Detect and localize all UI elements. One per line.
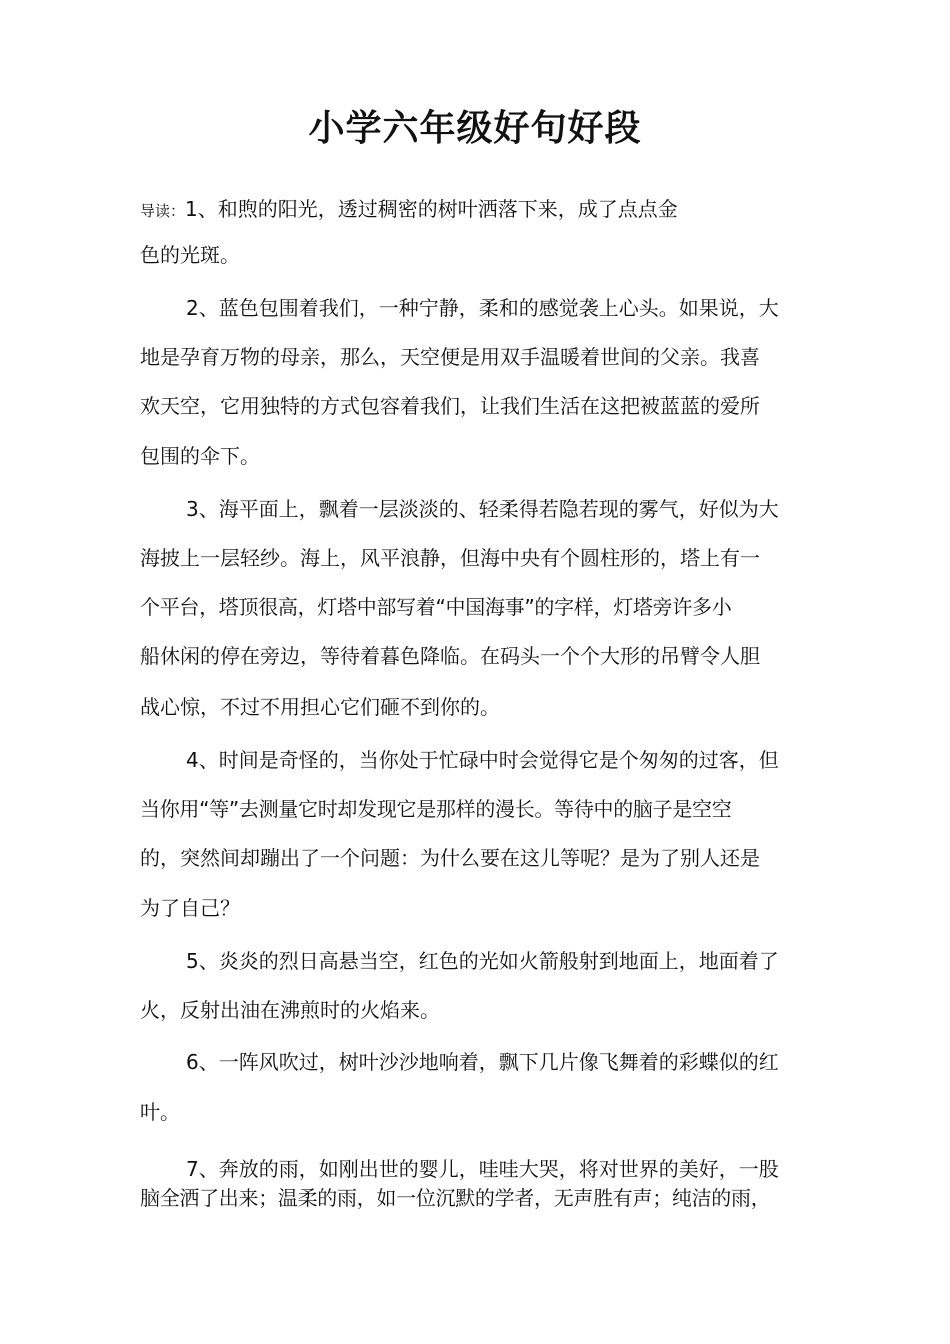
paragraph-line: 2、蓝色包围着我们，一种宁静，柔和的感觉袭上心头。如果说，大 [186, 296, 779, 320]
paragraph-line: 7、奔放的雨，如刚出世的婴儿，哇哇大哭，将对世界的美好，一股 [186, 1157, 779, 1181]
paragraph-line: 6、一阵风吹过，树叶沙沙地响着，飘下几片像飞舞着的彩蝶似的红 [186, 1050, 779, 1074]
paragraph-line: 个平台，塔顶很高，灯塔中部写着“中国海事”的字样，灯塔旁许多小 [140, 595, 732, 619]
paragraph-line: 3、海平面上，飘着一层淡淡的、轻柔得若隐若现的雾气，好似为大 [186, 497, 779, 521]
paragraph-line: 火，反射出油在沸煎时的火焰来。 [140, 998, 440, 1022]
intro-label: 导读： [140, 202, 186, 220]
paragraph-line: 海披上一层轻纱。海上，风平浪静，但海中央有个圆柱形的，塔上有一 [140, 546, 760, 570]
paragraph-line: 为了自己？ [140, 896, 240, 920]
paragraph-line: 4、时间是奇怪的，当你处于忙碌中时会觉得它是个匆匆的过客，但 [186, 748, 779, 772]
paragraph-line: 的，突然间却蹦出了一个问题：为什么要在这儿等呢？是为了别人还是 [140, 846, 760, 870]
paragraph-line: 战心惊，不过不用担心它们砸不到你的。 [140, 695, 500, 719]
paragraph-line: 脑全洒了出来；温柔的雨，如一位沉默的学者，无声胜有声；纯洁的雨， [140, 1186, 771, 1210]
paragraph-line: 欢天空，它用独特的方式包容着我们，让我们生活在这把被蓝蓝的爱所 [140, 394, 760, 418]
intro-line-1 [140, 194, 678, 226]
intro-text-1: 1、和煦的阳光，透过稠密的树叶洒落下来，成了点点金 [185, 197, 678, 221]
paragraph-line: 当你用“等”去测量它时却发现它是那样的漫长。等待中的脑子是空空 [140, 797, 732, 821]
paragraph-line: 包围的伞下。 [140, 444, 260, 468]
paragraph-line: 5、炎炎的烈日高悬当空，红色的光如火箭般射到地面上，地面着了 [186, 949, 779, 973]
paragraph-line: 叶。 [140, 1100, 180, 1124]
paragraph-line: 地是孕育万物的母亲，那么，天空便是用双手温暖着世间的父亲。我喜 [140, 345, 760, 369]
intro-line-2: 色的光斑。 [140, 243, 240, 267]
page-title: 小学六年级好句好段 [308, 108, 642, 149]
paragraph-line: 船休闲的停在旁边，等待着暮色降临。在码头一个个大形的吊臂令人胆 [140, 644, 760, 668]
